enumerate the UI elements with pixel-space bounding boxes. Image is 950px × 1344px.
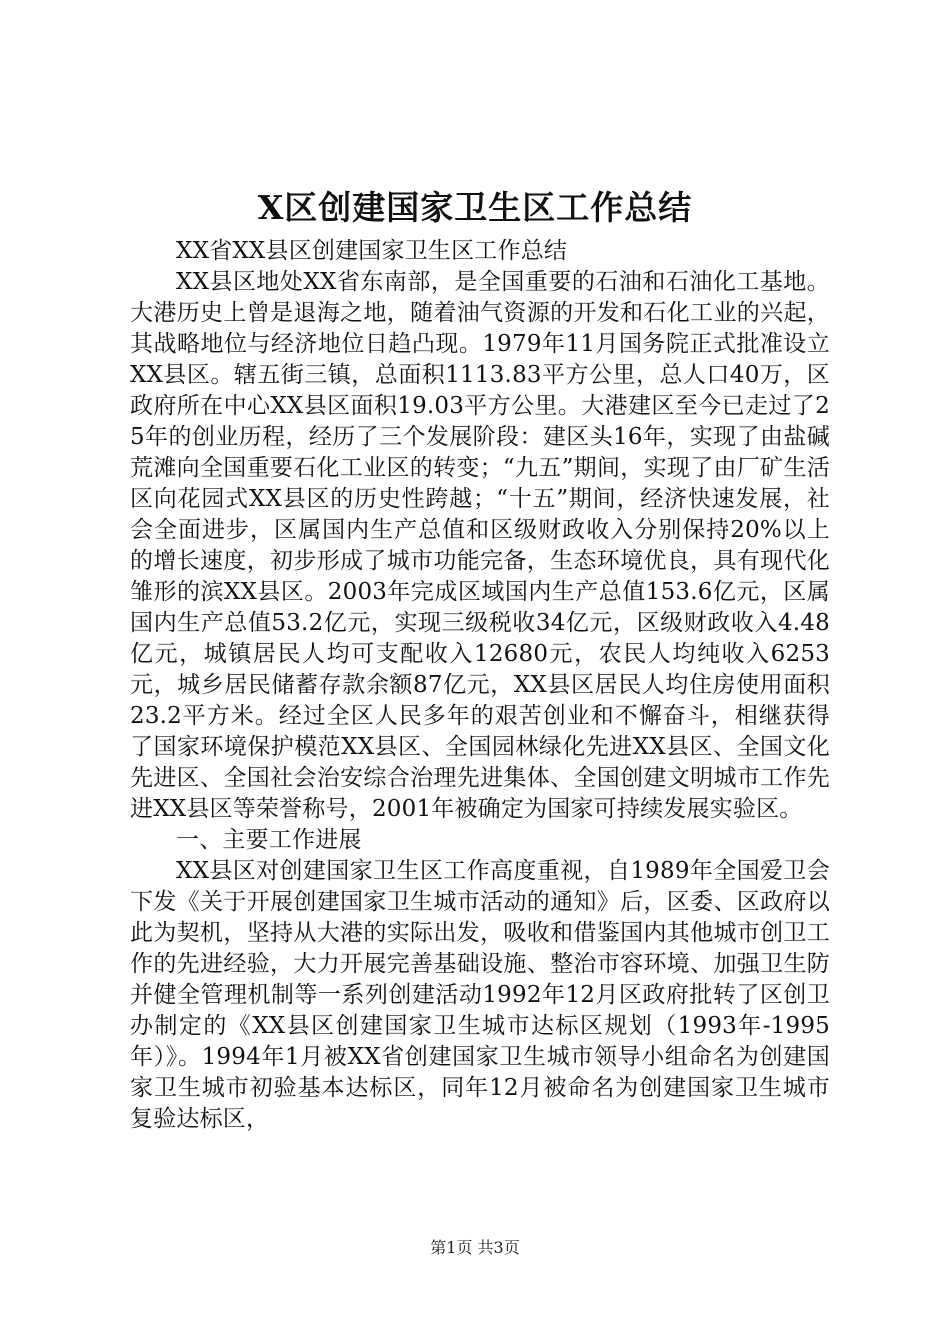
page-number-footer: 第1页 共3页 <box>430 1238 520 1257</box>
subtitle-paragraph: XX省XX县区创建国家卫生区工作总结 <box>176 238 568 264</box>
progress-paragraph: XX县区对创建国家卫生区工作高度重视，自1989年全国爱卫会下发《关于开展创建国家卫生城市活动的通知》后，区委、区政府以此为契机，坚持从大港的实际出发，吸收和借鉴国内其他城市创卫工作的先进经验，大力开展完善基础设施、整治市容环境、加强卫生防并健全管理机制等一系列创建活动1992年12月区政府批转了区创卫办制定的《XX县区创建国家卫生城市达标区规划（1993年-1995年）》。1994年1月被XX省创建国家卫生城市领导小组命名为创建国家卫生城市初验基本达标区，同年12月被命名为创建国家卫生城市复验达标区， <box>130 858 830 1132</box>
section-heading: 一、主要工作进展 <box>176 827 362 853</box>
document-body <box>130 236 830 1135</box>
document-title: X区创建国家卫生区工作总结 <box>257 188 693 227</box>
intro-paragraph: XX县区地处XX省东南部，是全国重要的石油和石油化工基地。大港历史上曾是退海之地，随着油气资源的开发和石化工业的兴起，其战略地位与经济地位日趋凸现。1979年11月国务院正式批准设立XX县区。辖五街三镇，总面积1113.83平方公里，总人口40万，区政府所在中心XX县区面积19.03平方公里。大港建区至今已走过了25年的创业历程，经历了三个发展阶段：建区头16年，实现了由盐碱荒滩向全国重要石化工业区的转变；“九五”期间，实现了由厂矿生活区向花园式XX县区的历史性跨越；“十五”期间，经济快速发展，社会全面进步，区属国内生产总值和区级财政收入分别保持20%以上的增长速度，初步形成了城市功能完备，生态环境优良，具有现代化雏形的滨XX县区。2003年完成区域国内生产总值153.6亿元，区属国内生产总值53.2亿元，实现三级税收34亿元，区级财政收入4.48亿元，城镇居民人均可支配收入12680元，农民人均纯收入6253元，城乡居民储蓄存款余额87亿元，XX县区居民人均住房使用面积23.2平方米。经过全区人民多年的艰苦创业和不懈奋斗，相继获得了国家环境保护模范XX县区、全国园林绿化先进XX县区、全国文化先进区、全国社会治安综合治理先进集体、全国创建文明城市工作先进XX县区等荣誉称号，2001年被确定为国家可持续发展实验区。 <box>130 269 830 822</box>
